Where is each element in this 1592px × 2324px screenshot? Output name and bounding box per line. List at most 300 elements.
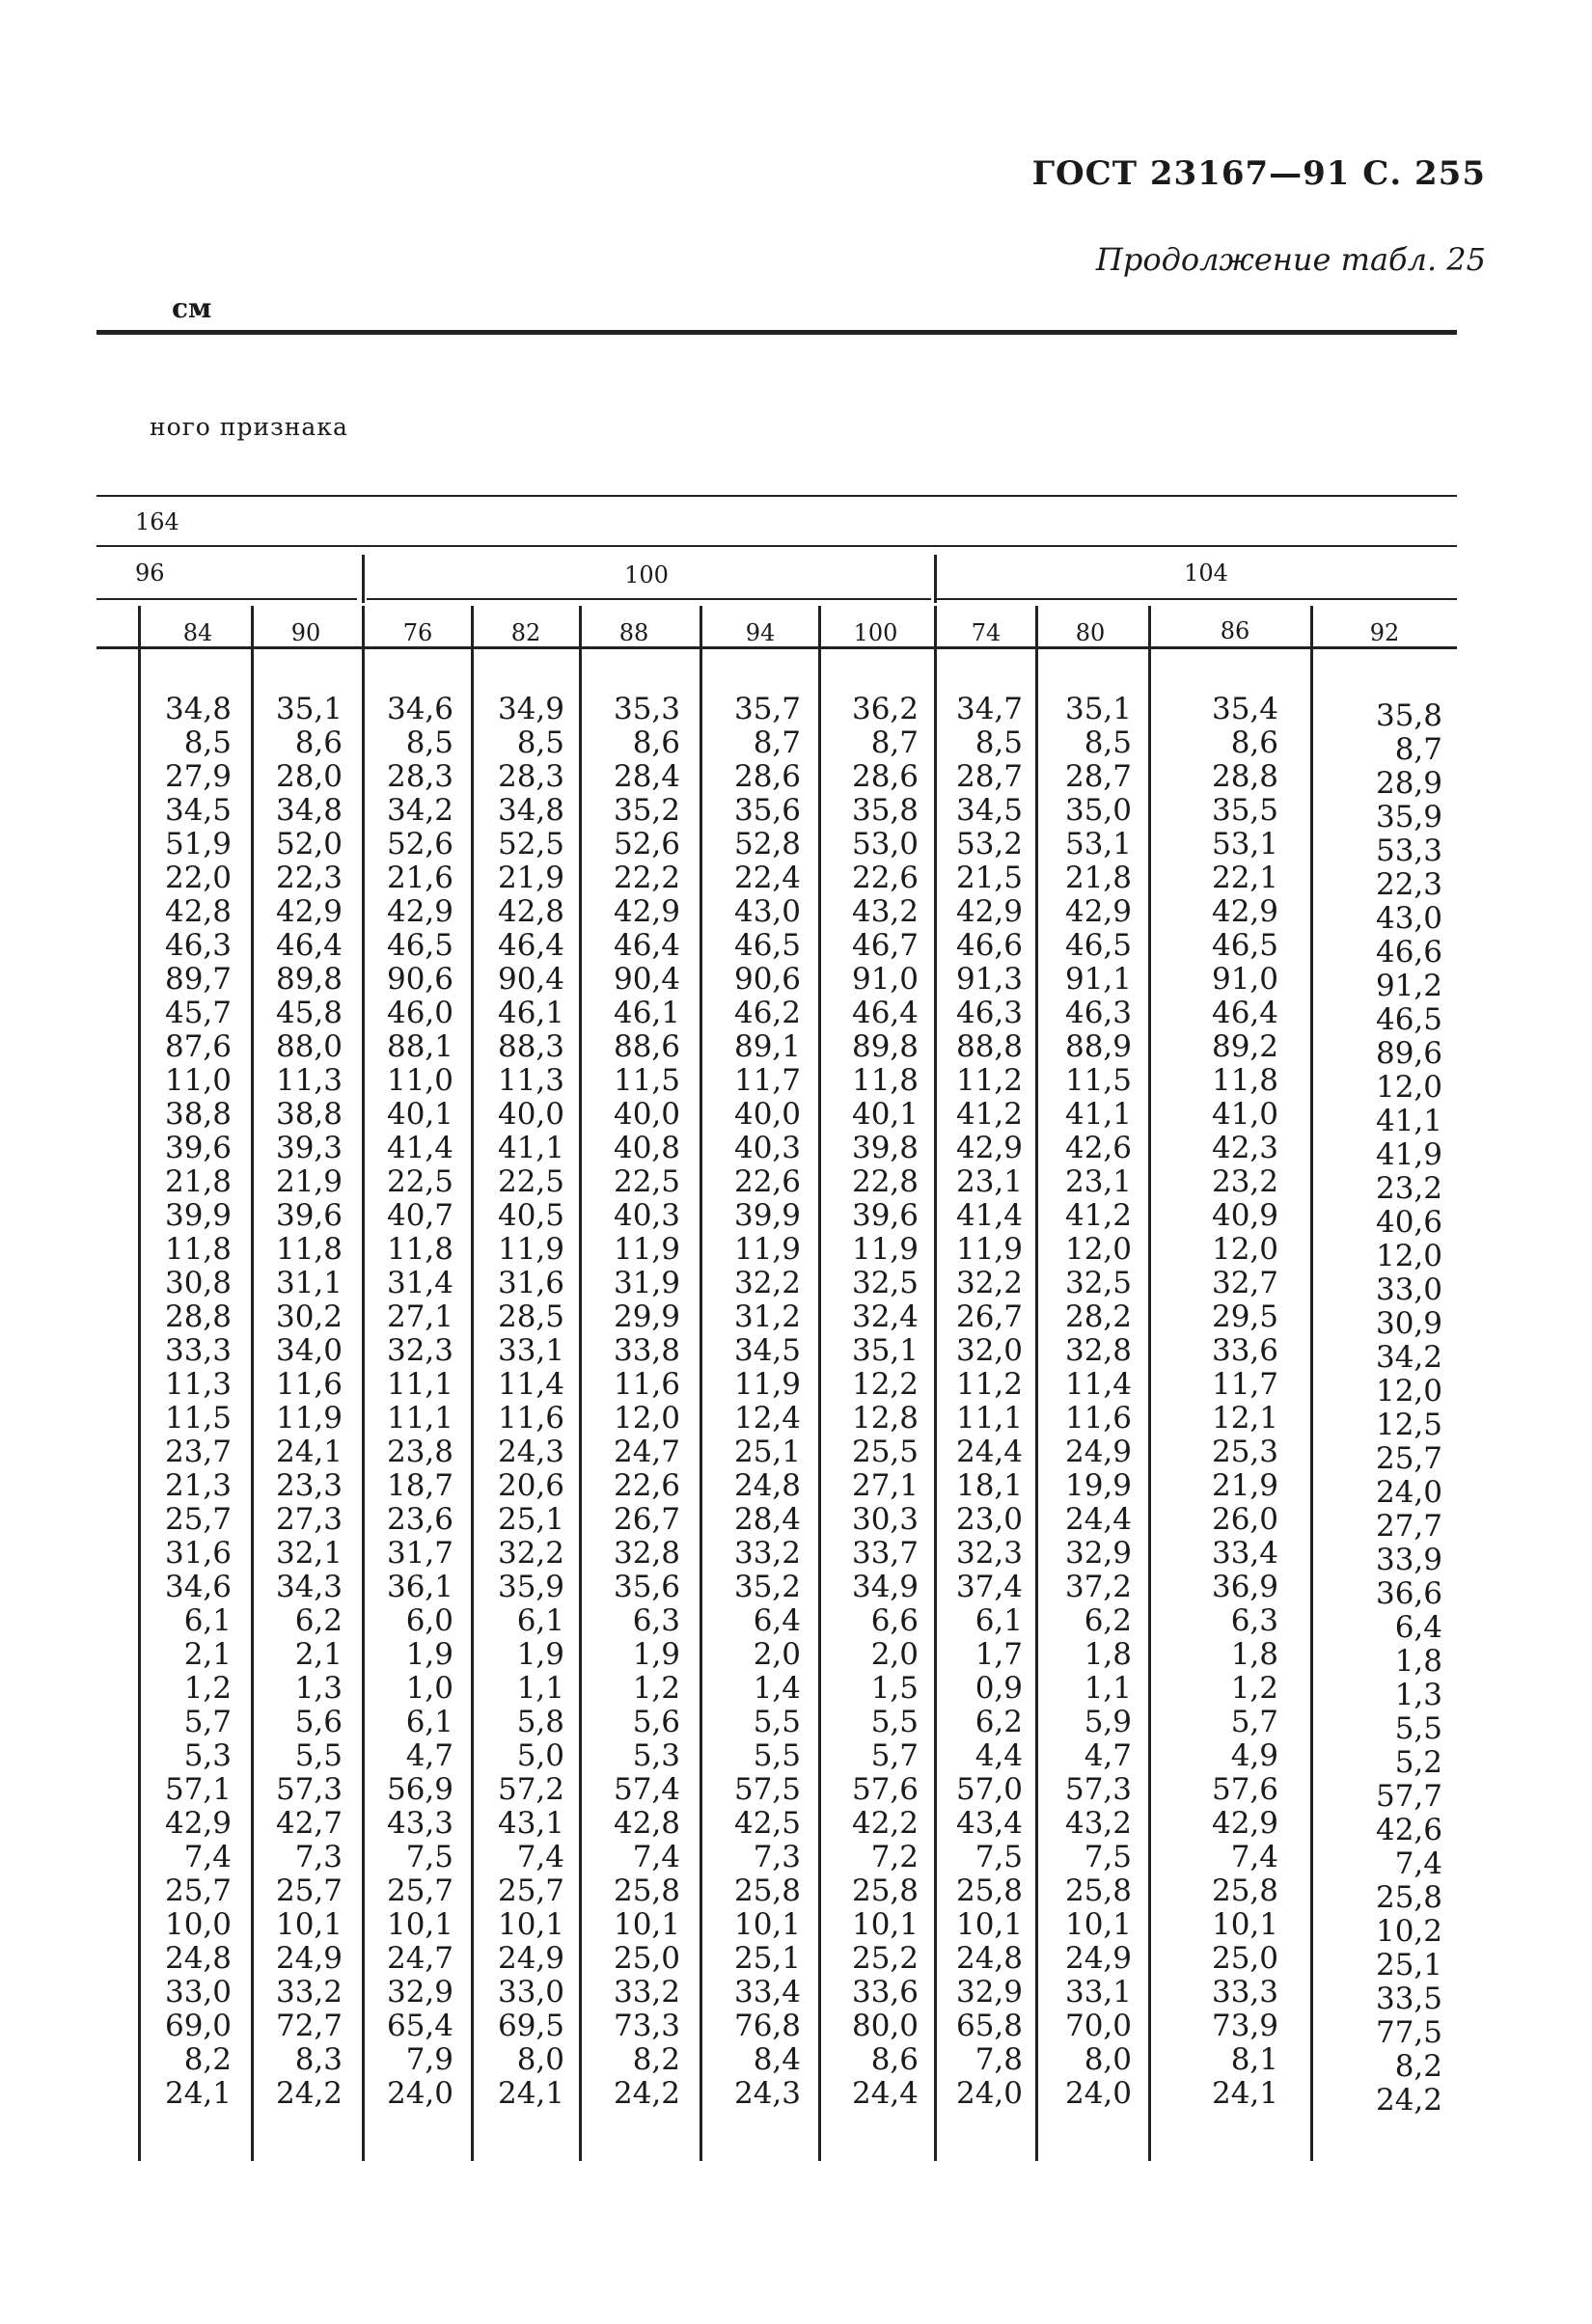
table-cell: 57,3 <box>1064 1772 1132 1807</box>
table-cell: 8,0 <box>1084 2042 1132 2077</box>
rule-level2-left <box>96 598 357 600</box>
table-cell: 11,1 <box>955 1401 1023 1435</box>
data-column-88 <box>584 693 680 2111</box>
table-cell: 43,4 <box>955 1806 1023 1841</box>
table-cell: 32,7 <box>1211 1266 1278 1300</box>
table-cell: 43,0 <box>1375 901 1442 936</box>
table-cell: 46,5 <box>1064 928 1132 963</box>
table-cell: 89,1 <box>733 1029 801 1064</box>
table-cell: 11,3 <box>275 1063 343 1098</box>
table-cell: 12,5 <box>1375 1408 1442 1442</box>
table-cell: 23,7 <box>164 1435 232 1469</box>
table-cell: 46,1 <box>613 996 680 1030</box>
table-cell: 21,5 <box>955 861 1023 895</box>
table-cell: 12,0 <box>613 1401 680 1435</box>
table-cell: 6,2 <box>974 1705 1023 1739</box>
table-cell: 8,7 <box>753 725 801 760</box>
table-cell: 34,8 <box>275 793 343 828</box>
table-cell: 25,5 <box>851 1435 919 1469</box>
table-cell: 10,1 <box>1211 1907 1278 1942</box>
table-cell: 22,5 <box>386 1164 453 1199</box>
table-cell: 11,5 <box>613 1063 680 1098</box>
table-cell: 11,2 <box>955 1367 1023 1402</box>
table-cell: 1,9 <box>405 1637 453 1672</box>
table-cell: 32,9 <box>1064 1536 1132 1571</box>
table-cell: 35,6 <box>613 1570 680 1604</box>
table-cell: 21,6 <box>386 861 453 895</box>
table-cell: 28,7 <box>955 759 1023 794</box>
table-cell: 33,9 <box>1375 1543 1442 1577</box>
standard-header: ГОСТ 23167—91 С. 255 <box>1031 154 1486 193</box>
table-cell: 28,4 <box>733 1502 801 1537</box>
table-cell: 57,6 <box>1211 1772 1278 1807</box>
table-cell: 19,9 <box>1064 1468 1132 1503</box>
table-cell: 27,1 <box>851 1468 919 1503</box>
header-100b: 100 <box>853 619 898 646</box>
table-cell: 29,9 <box>613 1299 680 1334</box>
table-cell: 21,9 <box>497 861 564 895</box>
table-cell: 24,9 <box>275 1941 343 1976</box>
table-cell: 39,9 <box>164 1198 232 1233</box>
table-cell: 5,6 <box>632 1705 680 1739</box>
table-cell: 32,8 <box>1064 1333 1132 1368</box>
table-cell: 88,3 <box>497 1029 564 1064</box>
table-cell: 5,2 <box>1394 1745 1442 1780</box>
table-cell: 42,9 <box>955 894 1023 929</box>
table-cell: 57,4 <box>613 1772 680 1807</box>
table-cell: 51,9 <box>164 827 232 861</box>
table-cell: 8,3 <box>294 2042 343 2077</box>
table-cell: 34,2 <box>1375 1340 1442 1375</box>
table-cell: 11,6 <box>497 1401 564 1435</box>
table-cell: 24,4 <box>955 1435 1023 1469</box>
table-cell: 1,0 <box>405 1671 453 1706</box>
data-column-74 <box>936 693 1023 2111</box>
table-cell: 1,7 <box>974 1637 1023 1672</box>
table-cell: 21,3 <box>164 1468 232 1503</box>
table-cell: 88,9 <box>1064 1029 1132 1064</box>
table-cell: 2,0 <box>753 1637 801 1672</box>
rule-above-164 <box>96 495 1457 497</box>
table-cell: 25,1 <box>1375 1948 1442 1982</box>
table-cell: 11,3 <box>497 1063 564 1098</box>
table-cell: 41,9 <box>1375 1137 1442 1172</box>
table-cell: 46,5 <box>733 928 801 963</box>
table-cell: 12,0 <box>1375 1239 1442 1273</box>
table-cell: 25,8 <box>1211 1873 1278 1908</box>
table-cell: 28,9 <box>1375 766 1442 801</box>
table-cell: 34,0 <box>275 1333 343 1368</box>
table-cell: 91,1 <box>1064 962 1132 997</box>
table-cell: 11,9 <box>733 1367 801 1402</box>
data-column-76 <box>367 693 453 2111</box>
table-cell: 11,9 <box>955 1232 1023 1267</box>
table-cell: 7,5 <box>1084 1840 1132 1874</box>
table-cell: 65,8 <box>955 2009 1023 2043</box>
table-cell: 35,1 <box>851 1333 919 1368</box>
table-cell: 53,2 <box>955 827 1023 861</box>
table-cell: 33,6 <box>851 1975 919 2010</box>
table-cell: 69,5 <box>497 2009 564 2043</box>
table-cell: 56,9 <box>386 1772 453 1807</box>
table-cell: 32,0 <box>955 1333 1023 1368</box>
table-cell: 31,9 <box>613 1266 680 1300</box>
table-cell: 25,8 <box>613 1873 680 1908</box>
table-cell: 33,5 <box>1375 1982 1442 2016</box>
col-divider-1 <box>251 606 254 2161</box>
table-cell: 5,5 <box>753 1738 801 1773</box>
table-cell: 76,8 <box>733 2009 801 2043</box>
table-cell: 46,0 <box>386 996 453 1030</box>
table-cell: 34,2 <box>386 793 453 828</box>
table-cell: 22,2 <box>613 861 680 895</box>
table-cell: 57,0 <box>955 1772 1023 1807</box>
table-cell: 35,9 <box>1375 800 1442 834</box>
table-cell: 11,8 <box>851 1063 919 1098</box>
table-cell: 39,6 <box>851 1198 919 1233</box>
data-column-82 <box>478 693 564 2111</box>
header-86: 86 <box>1220 617 1250 644</box>
table-cell: 5,5 <box>1394 1711 1442 1746</box>
table-cell: 2,1 <box>183 1637 232 1672</box>
table-cell: 10,1 <box>733 1907 801 1942</box>
table-cell: 10,1 <box>613 1907 680 1942</box>
table-cell: 25,1 <box>497 1502 564 1537</box>
table-cell: 1,1 <box>516 1671 564 1706</box>
table-cell: 11,9 <box>497 1232 564 1267</box>
table-cell: 1,8 <box>1230 1637 1278 1672</box>
table-cell: 11,8 <box>386 1232 453 1267</box>
table-cell: 57,1 <box>164 1772 232 1807</box>
table-cell: 33,2 <box>733 1536 801 1571</box>
table-cell: 7,4 <box>632 1840 680 1874</box>
table-cell: 31,4 <box>386 1266 453 1300</box>
table-cell: 40,8 <box>613 1131 680 1165</box>
table-cell: 6,1 <box>974 1603 1023 1638</box>
table-cell: 46,5 <box>1211 928 1278 963</box>
table-cell: 43,1 <box>497 1806 564 1841</box>
table-cell: 46,7 <box>851 928 919 963</box>
table-cell: 52,6 <box>386 827 453 861</box>
table-cell: 11,5 <box>164 1401 232 1435</box>
table-cell: 8,6 <box>1230 725 1278 760</box>
table-cell: 1,3 <box>294 1671 343 1706</box>
table-cell: 1,3 <box>1394 1678 1442 1712</box>
table-cell: 91,2 <box>1375 969 1442 1003</box>
table-cell: 8,1 <box>1230 2042 1278 2077</box>
table-cell: 6,2 <box>1084 1603 1132 1638</box>
table-cell: 69,0 <box>164 2009 232 2043</box>
table-cell: 25,8 <box>955 1873 1023 1908</box>
table-cell: 6,3 <box>632 1603 680 1638</box>
col-divider-4 <box>579 606 582 2161</box>
table-cell: 32,2 <box>733 1266 801 1300</box>
table-cell: 43,2 <box>1064 1806 1132 1841</box>
table-cell: 5,7 <box>870 1738 919 1773</box>
table-cell: 34,8 <box>164 692 232 726</box>
table-cell: 42,9 <box>386 894 453 929</box>
table-cell: 80,0 <box>851 2009 919 2043</box>
unit-label: см <box>172 292 212 324</box>
table-cell: 24,8 <box>733 1468 801 1503</box>
table-cell: 42,9 <box>1211 894 1278 929</box>
table-cell: 6,4 <box>753 1603 801 1638</box>
table-cell: 25,8 <box>733 1873 801 1908</box>
table-cell: 57,3 <box>275 1772 343 1807</box>
table-cell: 31,7 <box>386 1536 453 1571</box>
table-cell: 11,9 <box>733 1232 801 1267</box>
table-cell: 32,2 <box>955 1266 1023 1300</box>
table-cell: 5,3 <box>632 1738 680 1773</box>
table-cell: 25,7 <box>386 1873 453 1908</box>
table-cell: 24,0 <box>1375 1475 1442 1510</box>
table-cell: 28,8 <box>164 1299 232 1334</box>
table-cell: 27,3 <box>275 1502 343 1537</box>
table-cell: 23,6 <box>386 1502 453 1537</box>
table-cell: 57,2 <box>497 1772 564 1807</box>
table-cell: 25,7 <box>164 1873 232 1908</box>
table-cell: 12,0 <box>1211 1232 1278 1267</box>
table-cell: 46,3 <box>164 928 232 963</box>
header-100: 100 <box>624 561 669 588</box>
table-cell: 34,6 <box>164 1570 232 1604</box>
table-cell: 8,4 <box>753 2042 801 2077</box>
table-cell: 24,0 <box>955 2076 1023 2111</box>
table-cell: 11,1 <box>386 1367 453 1402</box>
table-cell: 25,1 <box>733 1435 801 1469</box>
rule-below-164 <box>96 545 1457 547</box>
table-cell: 11,9 <box>613 1232 680 1267</box>
table-cell: 57,6 <box>851 1772 919 1807</box>
table-cell: 21,9 <box>1211 1468 1278 1503</box>
table-cell: 57,7 <box>1375 1779 1442 1814</box>
table-cell: 7,4 <box>1230 1840 1278 1874</box>
table-cell: 25,2 <box>851 1941 919 1976</box>
table-cell: 30,2 <box>275 1299 343 1334</box>
table-cell: 41,2 <box>1064 1198 1132 1233</box>
table-cell: 12,0 <box>1375 1070 1442 1105</box>
table-cell: 21,8 <box>1064 861 1132 895</box>
table-cell: 28,8 <box>1211 759 1278 794</box>
table-cell: 7,4 <box>516 1840 564 1874</box>
table-cell: 0,9 <box>974 1671 1023 1706</box>
table-cell: 25,7 <box>497 1873 564 1908</box>
table-cell: 45,8 <box>275 996 343 1030</box>
data-column-84 <box>145 693 232 2111</box>
table-cell: 22,5 <box>497 1164 564 1199</box>
table-cell: 5,3 <box>183 1738 232 1773</box>
table-cell: 10,1 <box>386 1907 453 1942</box>
table-cell: 32,3 <box>386 1333 453 1368</box>
table-cell: 46,4 <box>497 928 564 963</box>
table-cell: 28,2 <box>1064 1299 1132 1334</box>
table-cell: 1,2 <box>183 1671 232 1706</box>
table-cell: 24,1 <box>1211 2076 1278 2111</box>
table-cell: 24,0 <box>386 2076 453 2111</box>
table-cell: 11,6 <box>1064 1401 1132 1435</box>
table-cell: 42,9 <box>1211 1806 1278 1841</box>
table-cell: 5,8 <box>516 1705 564 1739</box>
col-divider-9 <box>1148 606 1151 2161</box>
table-cell: 46,4 <box>851 996 919 1030</box>
table-cell: 12,0 <box>1064 1232 1132 1267</box>
level2-divider-2 <box>934 555 937 603</box>
table-cell: 23,1 <box>1064 1164 1132 1199</box>
table-cell: 32,5 <box>851 1266 919 1300</box>
table-cell: 34,5 <box>164 793 232 828</box>
table-cell: 7,8 <box>974 2042 1023 2077</box>
table-cell: 90,4 <box>613 962 680 997</box>
table-cell: 28,3 <box>386 759 453 794</box>
table-cell: 4,7 <box>405 1738 453 1773</box>
table-cell: 5,7 <box>183 1705 232 1739</box>
col-divider-3 <box>471 606 474 2161</box>
table-cell: 8,5 <box>516 725 564 760</box>
table-cell: 24,9 <box>1064 1941 1132 1976</box>
table-cell: 11,3 <box>164 1367 232 1402</box>
table-cell: 39,6 <box>275 1198 343 1233</box>
table-cell: 25,7 <box>1375 1441 1442 1476</box>
table-cell: 22,5 <box>613 1164 680 1199</box>
table-cell: 30,9 <box>1375 1306 1442 1341</box>
rule-level2-mid <box>367 598 931 600</box>
table-cell: 32,3 <box>955 1536 1023 1571</box>
table-cell: 25,8 <box>851 1873 919 1908</box>
table-cell: 24,0 <box>1064 2076 1132 2111</box>
table-cell: 46,3 <box>955 996 1023 1030</box>
table-cell: 28,5 <box>497 1299 564 1334</box>
table-cell: 73,3 <box>613 2009 680 2043</box>
table-cell: 34,9 <box>497 692 564 726</box>
table-cell: 8,7 <box>1394 732 1442 767</box>
table-cell: 90,6 <box>733 962 801 997</box>
table-cell: 11,0 <box>164 1063 232 1098</box>
table-cell: 34,6 <box>386 692 453 726</box>
table-cell: 32,1 <box>275 1536 343 1571</box>
table-cell: 7,2 <box>870 1840 919 1874</box>
table-cell: 2,0 <box>870 1637 919 1672</box>
table-cell: 4,4 <box>974 1738 1023 1773</box>
table-cell: 11,7 <box>733 1063 801 1098</box>
table-cell: 24,3 <box>497 1435 564 1469</box>
table-cell: 5,6 <box>294 1705 343 1739</box>
table-cell: 27,1 <box>386 1299 453 1334</box>
table-cell: 31,6 <box>497 1266 564 1300</box>
table-cell: 41,4 <box>386 1131 453 1165</box>
table-cell: 23,0 <box>955 1502 1023 1537</box>
table-cell: 8,6 <box>632 725 680 760</box>
table-cell: 36,6 <box>1375 1576 1442 1611</box>
table-cell: 42,9 <box>1064 894 1132 929</box>
table-cell: 40,7 <box>386 1198 453 1233</box>
table-cell: 34,3 <box>275 1570 343 1604</box>
table-cell: 23,3 <box>275 1468 343 1503</box>
table-cell: 41,1 <box>1064 1097 1132 1132</box>
table-cell: 89,2 <box>1211 1029 1278 1064</box>
table-cell: 5,7 <box>1230 1705 1278 1739</box>
table-cell: 10,1 <box>955 1907 1023 1942</box>
sign-label: ного признака <box>150 413 348 441</box>
table-cell: 46,4 <box>275 928 343 963</box>
table-cell: 42,8 <box>613 1806 680 1841</box>
table-cell: 89,8 <box>851 1029 919 1064</box>
table-cell: 53,1 <box>1064 827 1132 861</box>
table-cell: 6,4 <box>1394 1610 1442 1645</box>
table-cell: 42,8 <box>497 894 564 929</box>
table-cell: 12,1 <box>1211 1401 1278 1435</box>
table-cell: 32,8 <box>613 1536 680 1571</box>
table-cell: 88,6 <box>613 1029 680 1064</box>
header-82: 82 <box>510 619 541 646</box>
table-cell: 33,7 <box>851 1536 919 1571</box>
col-divider-5 <box>700 606 702 2161</box>
table-cell: 24,4 <box>1064 1502 1132 1537</box>
table-cell: 21,8 <box>164 1164 232 1199</box>
table-cell: 5,0 <box>516 1738 564 1773</box>
header-76: 76 <box>402 619 433 646</box>
table-cell: 24,9 <box>497 1941 564 1976</box>
table-cell: 12,4 <box>733 1401 801 1435</box>
table-cell: 4,7 <box>1084 1738 1132 1773</box>
table-cell: 12,0 <box>1375 1374 1442 1408</box>
table-cell: 72,7 <box>275 2009 343 2043</box>
table-cell: 2,1 <box>294 1637 343 1672</box>
table-cell: 89,6 <box>1375 1036 1442 1071</box>
table-cell: 34,7 <box>955 692 1023 726</box>
table-cell: 7,5 <box>974 1840 1023 1874</box>
table-cell: 52,8 <box>733 827 801 861</box>
table-cell: 24,4 <box>851 2076 919 2111</box>
table-cell: 46,6 <box>955 928 1023 963</box>
header-104: 104 <box>1184 560 1228 587</box>
table-cell: 32,2 <box>497 1536 564 1571</box>
table-cell: 46,6 <box>1375 935 1442 970</box>
table-cell: 52,6 <box>613 827 680 861</box>
table-cell: 25,3 <box>1211 1435 1278 1469</box>
table-cell: 35,3 <box>613 692 680 726</box>
table-cell: 32,4 <box>851 1299 919 1334</box>
table-cell: 8,5 <box>405 725 453 760</box>
table-cell: 36,2 <box>851 692 919 726</box>
table-cell: 1,5 <box>870 1671 919 1706</box>
table-cell: 42,9 <box>613 894 680 929</box>
table-cell: 52,5 <box>497 827 564 861</box>
table-cell: 35,0 <box>1064 793 1132 828</box>
table-cell: 33,3 <box>1211 1975 1278 2010</box>
table-cell: 5,5 <box>870 1705 919 1739</box>
table-cell: 6,1 <box>405 1705 453 1739</box>
table-cell: 6,3 <box>1230 1603 1278 1638</box>
table-cell: 29,5 <box>1211 1299 1278 1334</box>
table-cell: 11,8 <box>1211 1063 1278 1098</box>
table-cell: 11,7 <box>1211 1367 1278 1402</box>
table-cell: 11,1 <box>386 1401 453 1435</box>
table-cell: 11,6 <box>275 1367 343 1402</box>
table-cell: 36,9 <box>1211 1570 1278 1604</box>
table-cell: 10,1 <box>1064 1907 1132 1942</box>
table-cell: 35,2 <box>733 1570 801 1604</box>
table-cell: 33,1 <box>497 1333 564 1368</box>
table-cell: 35,1 <box>275 692 343 726</box>
table-cell: 8,5 <box>1084 725 1132 760</box>
table-cell: 33,2 <box>613 1975 680 2010</box>
table-cell: 11,0 <box>386 1063 453 1098</box>
table-cell: 32,9 <box>386 1975 453 2010</box>
table-cell: 8,0 <box>516 2042 564 2077</box>
table-cell: 11,8 <box>275 1232 343 1267</box>
table-cell: 5,9 <box>1084 1705 1132 1739</box>
table-cell: 12,2 <box>851 1367 919 1402</box>
